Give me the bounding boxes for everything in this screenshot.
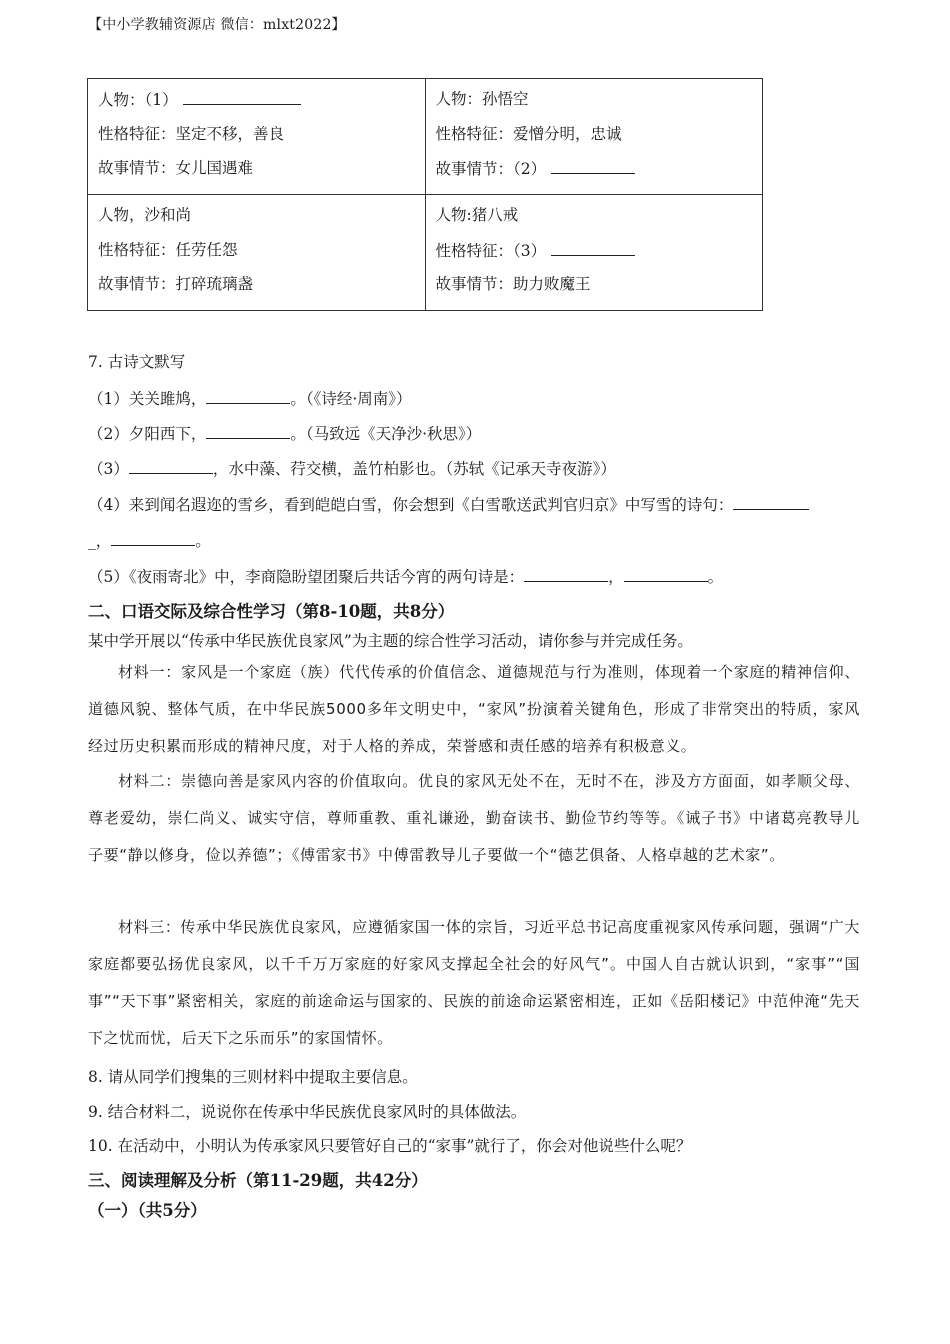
question-7-item-4: （4）来到闻名遐迩的雪乡，看到皑皑白雪，你会想到《白雪歌送武判官归京》中写雪的诗句： bbox=[88, 492, 809, 515]
question-7-item-3: （3） ，水中藻、荇交横，盖竹柏影也。（苏轼《记承天寺夜游》） bbox=[88, 456, 616, 479]
answer-blank[interactable] bbox=[733, 492, 809, 510]
material-2: 材料二：崇德向善是家风内容的价值取向。优良的家风无处不在，无时不在，涉及方方面面，如孝顺父母、尊老爱幼，崇仁尚义、诚实守信，尊师重教、重礼谦逊，勤奋读书、勤俭节约等等。《诫子书》中诸葛亮教导儿子要“静以修身，俭以养德”；《傅雷家书》中傅雷教导儿子要做一个“德艺俱备、人格卓越的艺术家”。 bbox=[88, 772, 860, 864]
question-9: 9. 结合材料二，说说你在传承中华民族优良家风时的具体做法。 bbox=[88, 1103, 527, 1121]
table-cell-zhu-bajie bbox=[425, 195, 763, 311]
cell-text: 人物：（1） bbox=[98, 91, 178, 109]
table-cell-sha-heshang bbox=[88, 195, 426, 311]
section-2-intro: 某中学开展以“传承中华民族优良家风”为主题的综合性学习活动，请你参与并完成任务。 bbox=[88, 632, 693, 650]
table-cell-tang-seng bbox=[88, 79, 426, 195]
cell-text: 人物:猪八戒 bbox=[435, 206, 519, 224]
answer-blank[interactable] bbox=[206, 421, 290, 439]
section-3-title: 三、阅读理解及分析（第11-29题，共42分） bbox=[88, 1171, 428, 1190]
material-1: 材料一：家风是一个家庭（族）代代传承的价值信念、道德规范与行为准则，体现着一个家庭的精神信仰、道德风貌、整体气质，在中华民族5000多年文明史中，“家风”扮演着关键角色，形成了非常突出的特质，家风经过历史积累而形成的精神尺度，对于人格的养成，荣誉感和责任感的培养有积极意义。 bbox=[88, 663, 860, 755]
table-cell-sun-wukong bbox=[425, 79, 763, 195]
answer-blank[interactable] bbox=[206, 386, 290, 404]
cell-text: 人物：孙悟空 bbox=[435, 90, 529, 108]
question-7-title: 7. 古诗文默写 bbox=[88, 353, 186, 371]
answer-blank[interactable] bbox=[551, 238, 635, 256]
answer-blank[interactable] bbox=[524, 564, 608, 582]
cell-text: 故事情节：助力败魔王 bbox=[435, 275, 591, 293]
section-2-title: 二、口语交际及综合性学习（第8-10题，共8分） bbox=[88, 602, 455, 621]
page-header: 【中小学教辅资源店 微信：mlxt2022】 bbox=[88, 17, 346, 33]
cell-text: 故事情节：（2） bbox=[435, 160, 547, 178]
answer-blank[interactable] bbox=[624, 564, 708, 582]
cell-text: 人物，沙和尚 bbox=[98, 206, 192, 224]
question-7-item-4-cont: _， 。 bbox=[88, 528, 211, 551]
question-8: 8. 请从同学们搜集的三则材料中提取主要信息。 bbox=[88, 1068, 418, 1086]
question-10: 10. 在活动中，小明认为传承家风只要管好自己的“家事”就行了，你会对他说些什么呢？ bbox=[88, 1137, 692, 1155]
question-7-item-2: （2）夕阳西下， 。（马致远《天净沙·秋思》） bbox=[88, 421, 481, 444]
cell-text: 性格特征：（3） bbox=[435, 241, 547, 260]
character-table bbox=[87, 78, 763, 311]
question-7-item-5: （5）《夜雨寄北》中，李商隐盼望团聚后共话今宵的两句诗是： ， 。 bbox=[88, 564, 723, 587]
section-3-sub: （一）（共5分） bbox=[88, 1201, 207, 1220]
cell-text: 性格特征：坚定不移，善良 bbox=[98, 124, 285, 143]
cell-text: 性格特征：爱憎分明，忠诚 bbox=[435, 124, 622, 143]
material-3: 材料三：传承中华民族优良家风，应遵循家国一体的宗旨，习近平总书记高度重视家风传承问题，强调“广大家庭都要弘扬优良家风，以千千万万家庭的好家风支撑起全社会的好风气”。中国人自古就认识到，“家事”“国事”“天下事”紧密相关，家庭的前途命运与国家的、民族的前途命运紧密相连，正如《岳阳楼记》中范仲淹“先天下之忧而忧，后天下之乐而乐”的家国情怀。 bbox=[88, 918, 860, 1047]
answer-blank[interactable] bbox=[551, 156, 635, 174]
question-7-item-1: （1）关关雎鸠， 。（《诗经·周南》） bbox=[88, 386, 412, 409]
cell-text: 故事情节：打碎琉璃盏 bbox=[98, 275, 254, 293]
cell-text: 故事情节：女儿国遇难 bbox=[98, 159, 254, 177]
cell-text: 性格特征：任劳任怨 bbox=[98, 240, 238, 259]
answer-blank[interactable] bbox=[111, 528, 195, 546]
answer-blank[interactable] bbox=[129, 456, 213, 474]
answer-blank[interactable] bbox=[183, 87, 301, 105]
